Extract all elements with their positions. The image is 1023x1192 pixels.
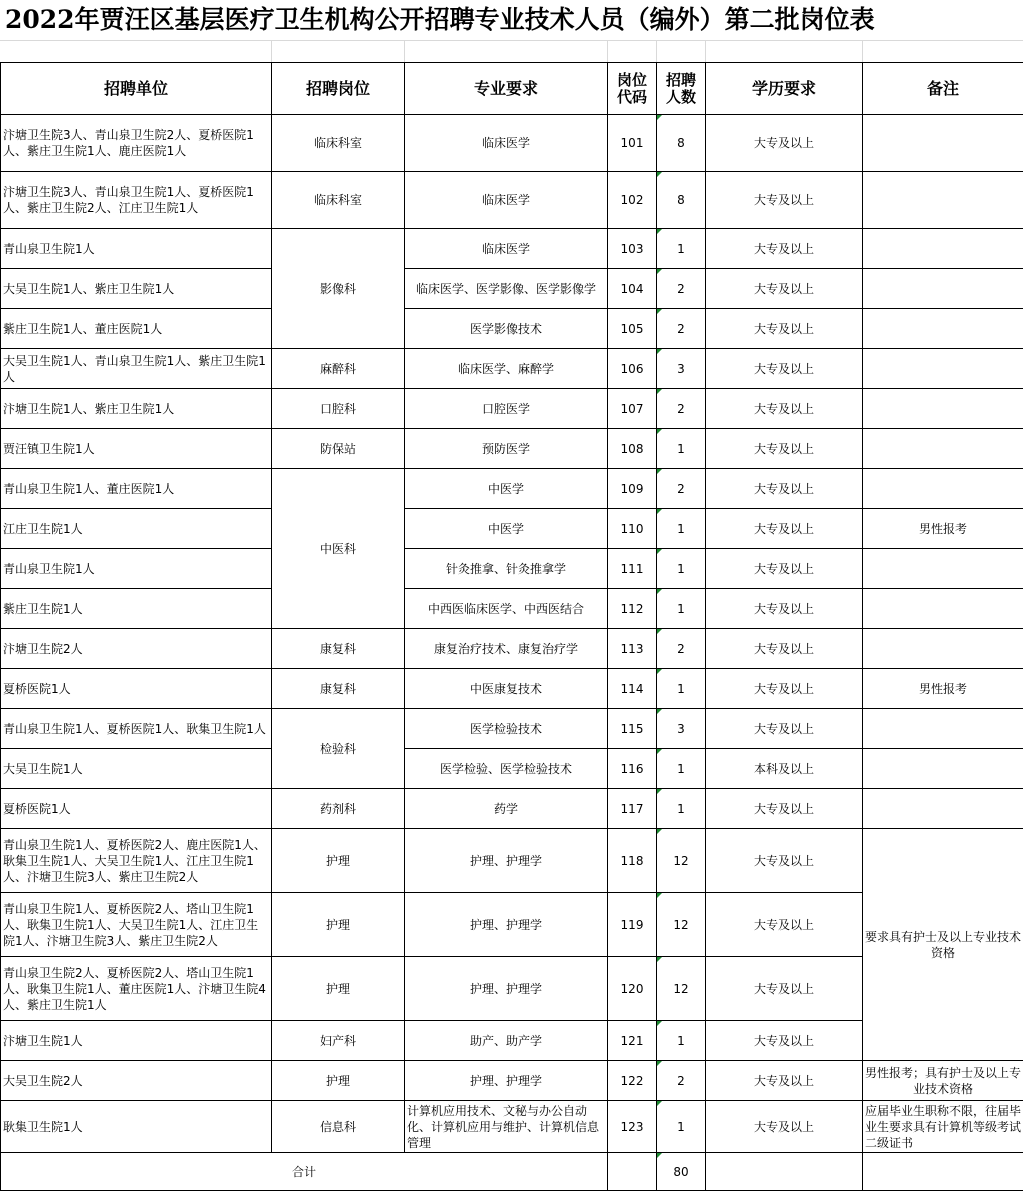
cell-edu: 大专及以上 [706,309,863,349]
cell-note [863,389,1023,429]
cell-major: 医学影像技术 [405,309,608,349]
cell-count: 8 [657,115,706,172]
cell-count: 1 [657,789,706,829]
cell-major: 护理、护理学 [405,957,608,1021]
header-unit: 招聘单位 [1,63,272,115]
table-row [1,589,1023,629]
cell-major: 护理、护理学 [405,829,608,893]
cell-code: 119 [608,893,657,957]
positions-table [0,62,1023,1191]
cell-major: 助产、助产学 [405,1021,608,1061]
table-row [1,1061,1023,1101]
cell-edu: 大专及以上 [706,509,863,549]
header-major: 专业要求 [405,63,608,115]
cell-note [863,269,1023,309]
header-post: 招聘岗位 [272,63,405,115]
cell-code: 121 [608,1021,657,1061]
cell-count: 2 [657,269,706,309]
cell-count: 12 [657,957,706,1021]
header-code: 岗位代码 [608,63,657,115]
cell-major: 中西医临床医学、中西医结合 [405,589,608,629]
cell-post: 康复科 [272,629,405,669]
cell-code: 102 [608,172,657,229]
total-edu [706,1153,863,1191]
cell-post: 康复科 [272,669,405,709]
cell-unit: 夏桥医院1人 [1,669,272,709]
cell-edu: 大专及以上 [706,1061,863,1101]
cell-edu: 大专及以上 [706,789,863,829]
cell-note [863,349,1023,389]
cell-post: 护理 [272,957,405,1021]
cell-note [863,469,1023,509]
cell-code: 110 [608,509,657,549]
table-row [1,749,1023,789]
cell-post: 中医科 [272,469,405,629]
header-note: 备注 [863,63,1023,115]
cell-major: 中医学 [405,509,608,549]
table-row [1,389,1023,429]
table-row [1,1101,1023,1153]
page-title: 2022年贾汪区基层医疗卫生机构公开招聘专业技术人员（编外）第二批岗位表 [5,5,875,34]
total-row [1,1153,1023,1191]
cell-count: 1 [657,589,706,629]
cell-count: 1 [657,1021,706,1061]
cell-note [863,309,1023,349]
header-row [1,63,1023,115]
table-row [1,469,1023,509]
cell-code: 116 [608,749,657,789]
cell-unit: 青山泉卫生院1人、夏桥医院1人、耿集卫生院1人 [1,709,272,749]
cell-code: 122 [608,1061,657,1101]
cell-count: 1 [657,669,706,709]
cell-unit: 汴塘卫生院1人 [1,1021,272,1061]
cell-note [863,709,1023,749]
cell-edu: 大专及以上 [706,229,863,269]
cell-count: 1 [657,429,706,469]
cell-note: 男性报考 [863,509,1023,549]
cell-count: 3 [657,709,706,749]
cell-major: 临床医学、医学影像、医学影像学 [405,269,608,309]
cell-unit: 紫庄卫生院1人、董庄医院1人 [1,309,272,349]
cell-code: 103 [608,229,657,269]
cell-major: 针灸推拿、针灸推拿学 [405,549,608,589]
cell-unit: 大吴卫生院2人 [1,1061,272,1101]
cell-unit: 夏桥医院1人 [1,789,272,829]
cell-post: 护理 [272,829,405,893]
cell-edu: 大专及以上 [706,589,863,629]
cell-edu: 大专及以上 [706,429,863,469]
cell-count: 2 [657,629,706,669]
cell-edu: 大专及以上 [706,893,863,957]
table-row [1,829,1023,893]
cell-major: 医学检验、医学检验技术 [405,749,608,789]
cell-post: 口腔科 [272,389,405,429]
cell-count: 1 [657,509,706,549]
cell-unit: 汴塘卫生院2人 [1,629,272,669]
table-row [1,789,1023,829]
cell-note [863,549,1023,589]
table-row [1,269,1023,309]
cell-count: 1 [657,1101,706,1153]
cell-unit: 紫庄卫生院1人 [1,589,272,629]
cell-code: 123 [608,1101,657,1153]
cell-post: 影像科 [272,229,405,349]
cell-major: 计算机应用技术、文秘与办公自动化、计算机应用与维护、计算机信息管理 [405,1101,608,1153]
header-edu: 学历要求 [706,63,863,115]
table-row [1,629,1023,669]
cell-post: 妇产科 [272,1021,405,1061]
cell-count: 2 [657,1061,706,1101]
cell-unit: 青山泉卫生院1人、夏桥医院2人、塔山卫生院1人、耿集卫生院1人、大吴卫生院1人、江庄卫生院1人、汴塘卫生院3人、紫庄卫生院2人 [1,893,272,957]
cell-edu: 大专及以上 [706,172,863,229]
cell-count: 1 [657,749,706,789]
cell-note [863,629,1023,669]
cell-post: 麻醉科 [272,349,405,389]
cell-code: 118 [608,829,657,893]
cell-edu: 大专及以上 [706,669,863,709]
cell-major: 口腔医学 [405,389,608,429]
cell-note [863,789,1023,829]
cell-note: 应届毕业生职称不限，往届毕业生要求具有计算机等级考试二级证书 [863,1101,1023,1153]
cell-major: 临床医学、麻醉学 [405,349,608,389]
cell-code: 101 [608,115,657,172]
cell-unit: 汴塘卫生院3人、青山泉卫生院1人、夏桥医院1人、紫庄卫生院2人、江庄卫生院1人 [1,172,272,229]
cell-unit: 青山泉卫生院1人 [1,229,272,269]
cell-note [863,749,1023,789]
cell-major: 医学检验技术 [405,709,608,749]
cell-note: 男性报考 [863,669,1023,709]
table-row [1,172,1023,229]
cell-code: 106 [608,349,657,389]
table-row [1,549,1023,589]
cell-count: 2 [657,389,706,429]
cell-edu: 大专及以上 [706,957,863,1021]
cell-code: 107 [608,389,657,429]
cell-edu: 大专及以上 [706,1101,863,1153]
table-row [1,709,1023,749]
cell-unit: 青山泉卫生院1人、夏桥医院2人、鹿庄医院1人、耿集卫生院1人、大吴卫生院1人、江庄卫生院1人、汴塘卫生院3人、紫庄卫生院2人 [1,829,272,893]
cell-major: 中医学 [405,469,608,509]
cell-unit: 青山泉卫生院1人、董庄医院1人 [1,469,272,509]
table-row [1,229,1023,269]
cell-post: 防保站 [272,429,405,469]
cell-code: 117 [608,789,657,829]
cell-post: 药剂科 [272,789,405,829]
total-code [608,1153,657,1191]
cell-unit: 江庄卫生院1人 [1,509,272,549]
cell-edu: 大专及以上 [706,629,863,669]
cell-code: 113 [608,629,657,669]
cell-post: 护理 [272,1061,405,1101]
cell-note [863,172,1023,229]
cell-major: 临床医学 [405,115,608,172]
cell-code: 120 [608,957,657,1021]
cell-code: 104 [608,269,657,309]
cell-edu: 大专及以上 [706,269,863,309]
cell-count: 1 [657,549,706,589]
cell-edu: 大专及以上 [706,115,863,172]
cell-code: 108 [608,429,657,469]
cell-count: 1 [657,229,706,269]
table-row [1,669,1023,709]
cell-post: 信息科 [272,1101,405,1153]
total-count: 80 [657,1153,706,1191]
cell-unit: 大吴卫生院1人、青山泉卫生院1人、紫庄卫生院1人 [1,349,272,389]
cell-edu: 大专及以上 [706,349,863,389]
total-note [863,1153,1023,1191]
cell-unit: 汴塘卫生院3人、青山泉卫生院2人、夏桥医院1人、紫庄卫生院1人、鹿庄医院1人 [1,115,272,172]
header-count: 招聘人数 [657,63,706,115]
table-row [1,349,1023,389]
cell-edu: 大专及以上 [706,469,863,509]
cell-count: 2 [657,309,706,349]
cell-note: 要求具有护士及以上专业技术资格 [863,829,1023,1061]
cell-note [863,589,1023,629]
cell-post: 检验科 [272,709,405,789]
cell-post: 护理 [272,893,405,957]
cell-edu: 大专及以上 [706,1021,863,1061]
cell-count: 8 [657,172,706,229]
cell-unit: 贾汪镇卫生院1人 [1,429,272,469]
cell-note [863,115,1023,172]
cell-code: 111 [608,549,657,589]
cell-unit: 大吴卫生院1人 [1,749,272,789]
cell-post: 临床科室 [272,115,405,172]
total-label: 合计 [1,1153,608,1191]
cell-major: 护理、护理学 [405,893,608,957]
cell-count: 12 [657,893,706,957]
table-row [1,309,1023,349]
cell-unit: 大吴卫生院1人、紫庄卫生院1人 [1,269,272,309]
cell-code: 115 [608,709,657,749]
cell-note: 男性报考；具有护士及以上专业技术资格 [863,1061,1023,1101]
table-row [1,429,1023,469]
cell-unit: 耿集卫生院1人 [1,1101,272,1153]
cell-post: 临床科室 [272,172,405,229]
cell-edu: 本科及以上 [706,749,863,789]
cell-major: 药学 [405,789,608,829]
table-row [1,115,1023,172]
cell-code: 112 [608,589,657,629]
cell-edu: 大专及以上 [706,549,863,589]
cell-count: 2 [657,469,706,509]
cell-code: 105 [608,309,657,349]
cell-unit: 青山泉卫生院2人、夏桥医院2人、塔山卫生院1人、耿集卫生院1人、董庄医院1人、汴塘卫生院4人、紫庄卫生院1人 [1,957,272,1021]
cell-count: 3 [657,349,706,389]
cell-code: 109 [608,469,657,509]
cell-major: 预防医学 [405,429,608,469]
cell-unit: 汴塘卫生院1人、紫庄卫生院1人 [1,389,272,429]
cell-major: 中医康复技术 [405,669,608,709]
cell-code: 114 [608,669,657,709]
cell-edu: 大专及以上 [706,389,863,429]
cell-major: 临床医学 [405,229,608,269]
cell-edu: 大专及以上 [706,709,863,749]
cell-edu: 大专及以上 [706,829,863,893]
cell-major: 康复治疗技术、康复治疗学 [405,629,608,669]
cell-unit: 青山泉卫生院1人 [1,549,272,589]
spreadsheet-grid-band [0,40,1023,62]
cell-note [863,229,1023,269]
cell-major: 护理、护理学 [405,1061,608,1101]
table-row [1,509,1023,549]
cell-major: 临床医学 [405,172,608,229]
cell-note [863,429,1023,469]
cell-count: 12 [657,829,706,893]
